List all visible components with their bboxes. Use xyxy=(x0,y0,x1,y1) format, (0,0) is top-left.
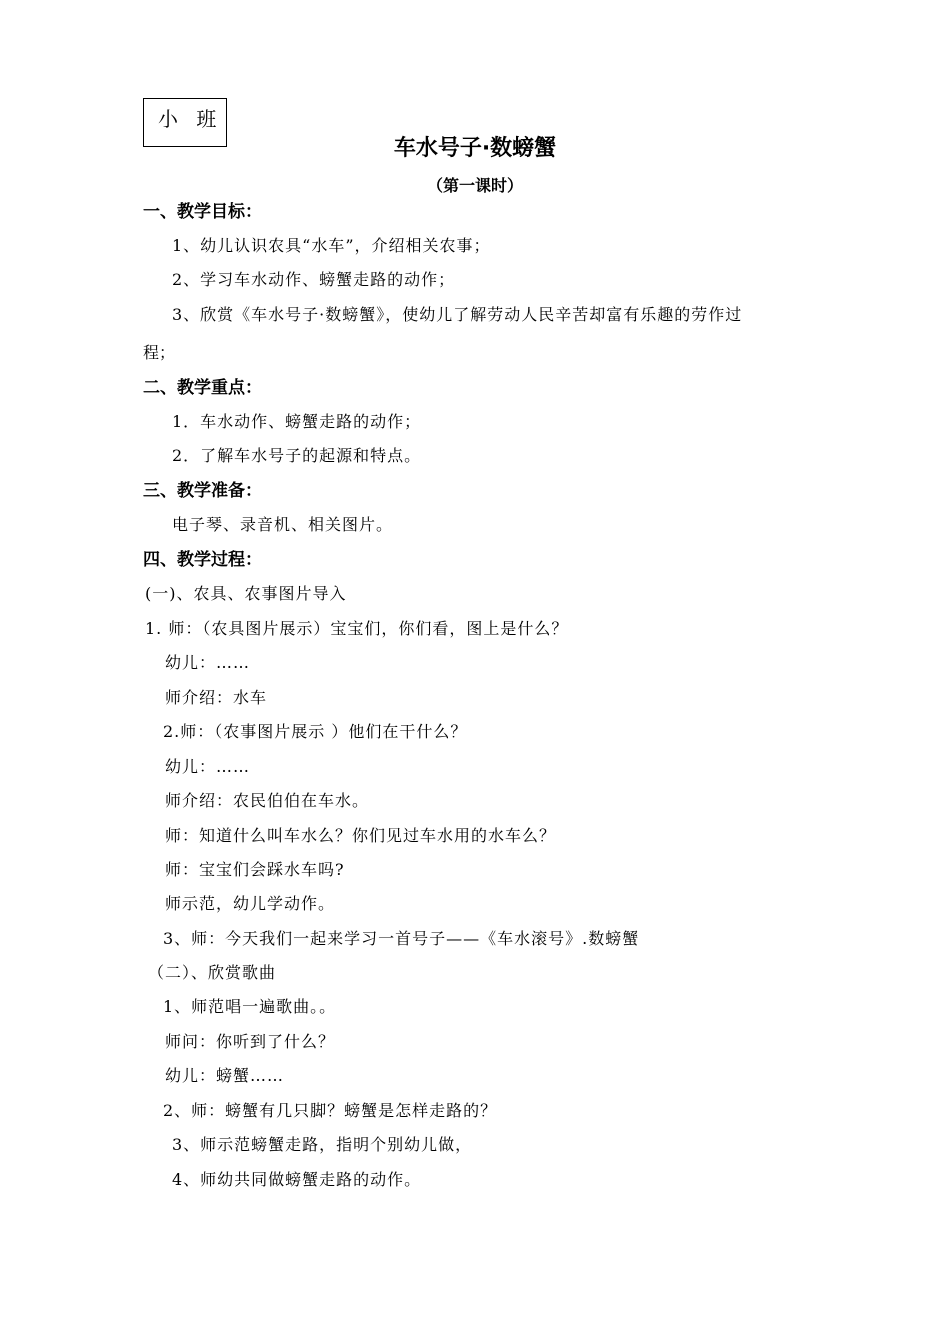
focus-item: 1．车水动作、螃蟹走路的动作； xyxy=(172,412,422,431)
goal-item: 3、欣赏《车水号子·数螃蟹》，使幼儿了解劳动人民辛苦却富有乐趣的劳作过 xyxy=(172,305,743,324)
section-heading-process: 四、教学过程： xyxy=(143,550,262,570)
goal-item: 2、学习车水动作、螃蟹走路的动作； xyxy=(172,270,456,289)
process-line: 师示范，幼儿学动作。 xyxy=(165,894,336,913)
process-line: 师问：你听到了什么？ xyxy=(165,1032,336,1051)
process-line: 1. 师：（农具图片展示）宝宝们，你们看，图上是什么？ xyxy=(145,619,569,638)
goal-item-continued: 程； xyxy=(143,343,176,362)
process-line: 幼儿：…… xyxy=(165,653,251,672)
process-line: 幼儿：螃蟹…… xyxy=(165,1066,285,1085)
process-line: 师：知道什么叫车水么？你们见过车水用的水车么？ xyxy=(165,826,557,845)
process-line: 4、师幼共同做螃蟹走路的动作。 xyxy=(172,1170,422,1189)
preparation-item: 电子琴、录音机、相关图片。 xyxy=(172,515,394,534)
focus-item: 2．了解车水号子的起源和特点。 xyxy=(172,446,422,465)
process-line: 3、师示范螃蟹走路，指明个别幼儿做， xyxy=(172,1135,473,1154)
section-heading-goals: 一、教学目标： xyxy=(143,202,262,222)
process-line: 1、师范唱一遍歌曲。。 xyxy=(163,997,337,1016)
process-line: 师：宝宝们会踩水车吗? xyxy=(165,860,345,879)
process-line: 幼儿：…… xyxy=(165,757,251,776)
section-heading-focus: 二、教学重点： xyxy=(143,378,262,398)
class-level-box: 小 班 xyxy=(143,98,227,147)
goal-item: 1、幼儿认识农具“水车”，介绍相关农事； xyxy=(172,236,491,255)
process-line: 师介绍：农民伯伯在车水。 xyxy=(165,791,370,810)
document-subtitle: （第一课时） xyxy=(426,176,523,195)
process-line: 3、师：今天我们一起来学习一首号子——《车水滚号》.数螃蟹 xyxy=(163,929,640,948)
section-heading-preparation: 三、教学准备： xyxy=(143,481,262,501)
document-title: 车水号子·数螃蟹 xyxy=(393,136,557,161)
process-line: 2、师：螃蟹有几只脚？螃蟹是怎样走路的？ xyxy=(163,1101,498,1120)
process-subheading: （二）、欣赏歌曲 xyxy=(148,963,277,982)
process-line: 2.师：（农事图片展示 ）他们在干什么？ xyxy=(163,722,468,741)
process-subheading: (一)、农具、农事图片导入 xyxy=(145,584,347,603)
process-line: 师介绍：水车 xyxy=(165,688,268,707)
